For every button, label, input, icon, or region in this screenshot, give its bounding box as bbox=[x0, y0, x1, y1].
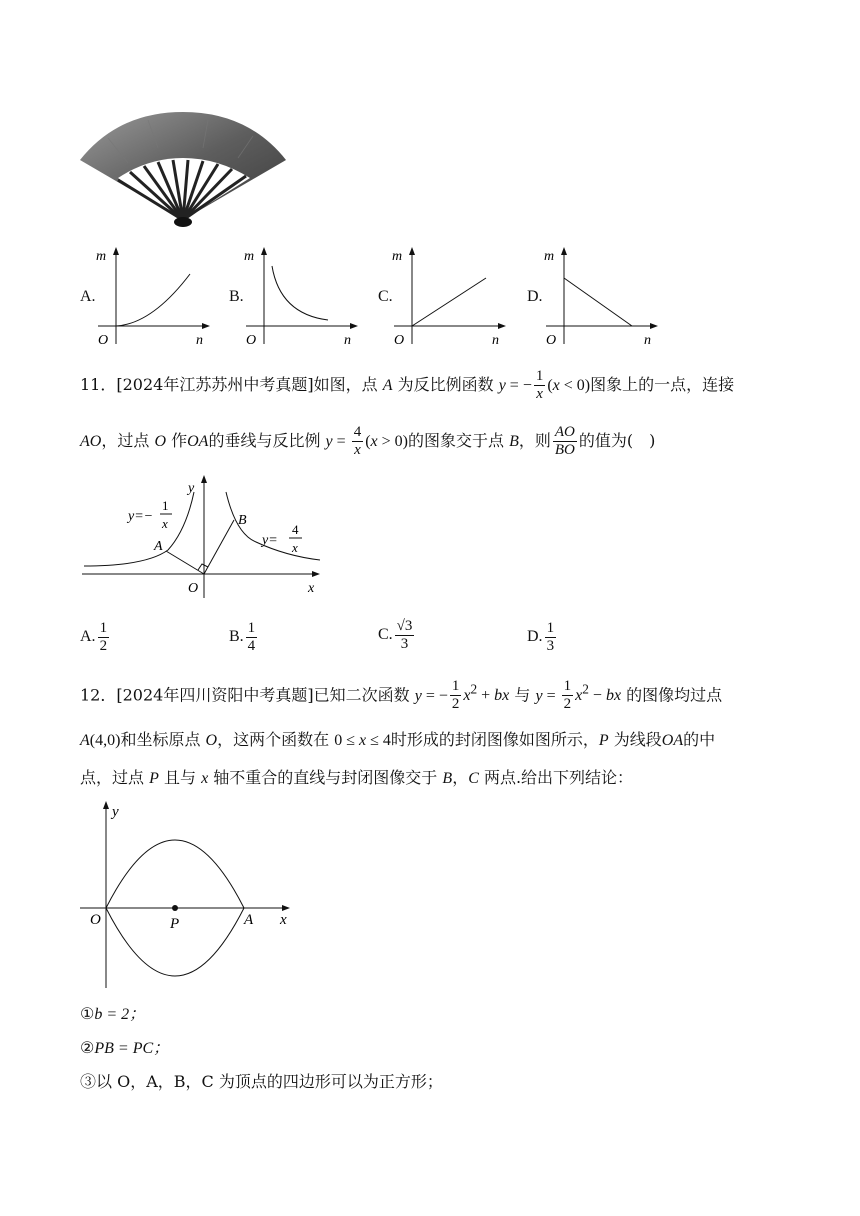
folding-fan-image bbox=[78, 108, 288, 230]
q12-conclusion-3: ③以 O，A，B，C 为顶点的四边形可以为正方形； bbox=[80, 1072, 443, 1091]
axis-m-label: m bbox=[244, 249, 255, 264]
svg-text:A: A bbox=[244, 912, 254, 928]
option-a-graph bbox=[92, 244, 212, 350]
svg-text:x: x bbox=[280, 912, 287, 928]
svg-text:O: O bbox=[188, 581, 199, 596]
q11-left-curve-label: y=− bbox=[128, 509, 154, 524]
svg-text:x: x bbox=[292, 540, 298, 555]
q11-number: 11． bbox=[80, 375, 117, 394]
q12-source: [2024年四川资阳中考真题] bbox=[116, 685, 314, 705]
origin-label: O bbox=[546, 333, 557, 348]
q12-parabola-figure bbox=[76, 796, 296, 992]
svg-text:1: 1 bbox=[162, 498, 169, 513]
axis-n-label: n bbox=[492, 333, 499, 348]
svg-text:y: y bbox=[112, 804, 119, 820]
axis-m-label: m bbox=[544, 249, 555, 264]
option-b-label: B. bbox=[229, 288, 244, 305]
option-d-label: D. bbox=[527, 288, 543, 305]
q12-line-2: A(4,0)和坐标原点 O，这两个函数在 0 ≤ x ≤ 4时形成的封闭图像如图所示，P 为线段OA的中 bbox=[80, 730, 716, 749]
q11-line-1: 11．[2024年江苏苏州中考真题]如图，点 A 为反比例函数 y = − $\frac{1}{x}$ (x < 0)图象上的一点，连接 bbox=[80, 368, 735, 402]
option-a-label: A. bbox=[80, 288, 96, 305]
option-b-graph bbox=[240, 244, 360, 350]
svg-text:P: P bbox=[170, 916, 180, 932]
svg-text:A: A bbox=[154, 539, 163, 554]
q11-option-a[interactable]: A. $\frac{1}{2}$ bbox=[80, 620, 108, 654]
axis-m-label: m bbox=[96, 249, 107, 264]
q12-line-1: 12．[2024年四川资阳中考真题]已知二次函数 y = − $\frac{1}{2}$ $x^2$ + bx 与 y = $\frac{1}{2}$ $x^2$ − bx 的图像均过点 bbox=[80, 678, 723, 713]
q11-hyperbola-figure bbox=[76, 470, 326, 600]
origin-label: O bbox=[394, 333, 405, 348]
q12-conclusion-2: ②PB = PC； bbox=[80, 1038, 170, 1057]
q11-source: [2024年江苏苏州中考真题] bbox=[116, 375, 314, 394]
q11-option-b[interactable]: B. $\frac{1}{4}$ bbox=[229, 620, 256, 654]
origin-label: O bbox=[98, 333, 109, 348]
option-c-graph bbox=[388, 244, 508, 350]
axis-n-label: n bbox=[196, 333, 203, 348]
axis-n-label: n bbox=[344, 333, 351, 348]
svg-text:y: y bbox=[188, 481, 195, 496]
q11-option-d[interactable]: D. $\frac{1}{3}$ bbox=[527, 620, 555, 654]
q11-option-c[interactable]: C. $\frac{√3}{3}$ bbox=[378, 618, 413, 652]
svg-text:x: x bbox=[308, 581, 315, 596]
option-d-graph bbox=[540, 244, 660, 350]
q11-right-curve-label: y= bbox=[262, 533, 278, 548]
svg-text:B: B bbox=[238, 513, 247, 528]
q12-line-3: 点，过点 P 且与 x 轴不重合的直线与封闭图像交于 B，C 两点.给出下列结论： bbox=[80, 768, 634, 787]
q11-line-2: AO，过点 O 作OA的垂线与反比例 y = $\frac{4}{x}$ (x > 0)的图象交于点 B，则 $\frac{AO}{BO}$ 的值为( ) bbox=[80, 424, 656, 458]
axis-m-label: m bbox=[392, 249, 403, 264]
origin-label: O bbox=[246, 333, 257, 348]
q12-number: 12． bbox=[80, 685, 117, 705]
svg-text:O: O bbox=[90, 912, 101, 928]
svg-text:x: x bbox=[162, 516, 168, 531]
axis-n-label: n bbox=[644, 333, 651, 348]
q12-conclusion-1: ①b = 2； bbox=[80, 1004, 146, 1023]
svg-text:4: 4 bbox=[292, 522, 299, 537]
option-c-label: C. bbox=[378, 288, 393, 305]
